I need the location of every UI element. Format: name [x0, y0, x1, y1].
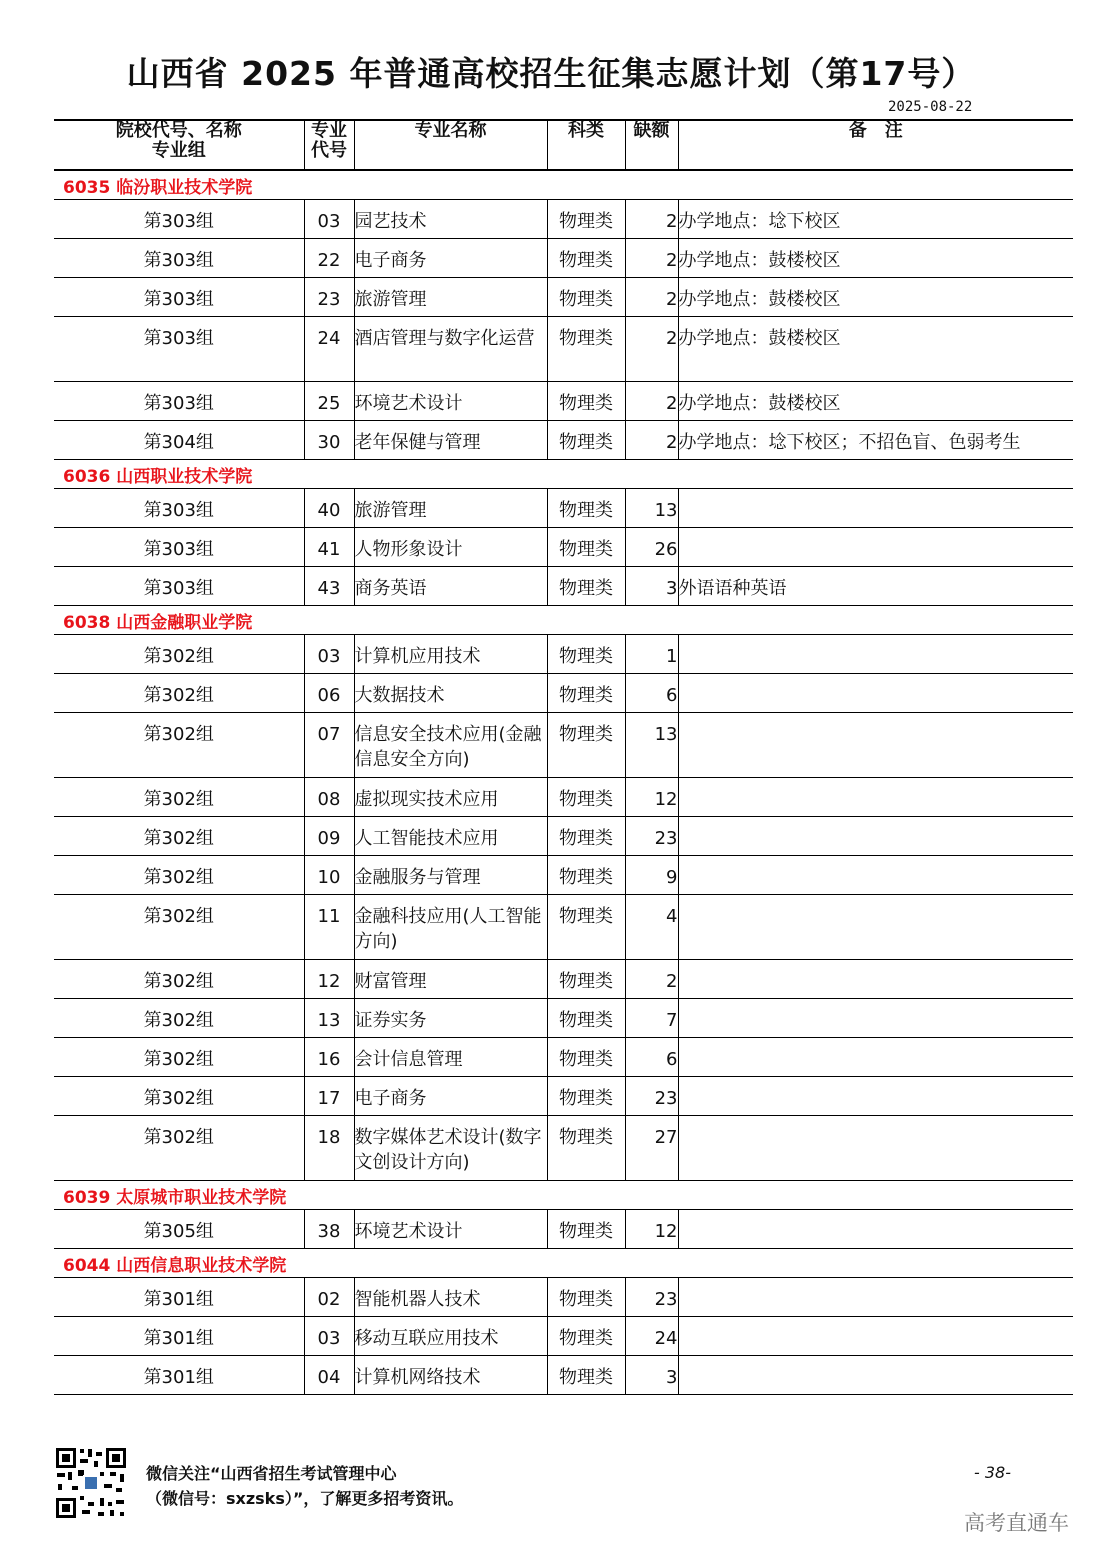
major-name-cell: 电子商务 [354, 239, 547, 278]
category-cell: 物理类 [547, 1077, 625, 1116]
school-header-row [54, 606, 1073, 635]
category-cell: 物理类 [547, 1116, 625, 1181]
code-cell: 41 [304, 528, 354, 567]
quota-cell: 23 [625, 817, 678, 856]
code-cell: 24 [304, 317, 354, 382]
note-cell: 办学地点：鼓楼校区 [678, 382, 1073, 421]
quota-cell: 12 [625, 1210, 678, 1249]
code-cell: 10 [304, 856, 354, 895]
code-cell: 38 [304, 1210, 354, 1249]
code-cell: 13 [304, 999, 354, 1038]
major-name-cell: 环境艺术设计 [354, 382, 547, 421]
quota-cell: 3 [625, 1356, 678, 1395]
group-cell: 第303组 [54, 278, 304, 317]
group-cell: 第302组 [54, 999, 304, 1038]
group-cell: 第302组 [54, 1116, 304, 1181]
category-cell: 物理类 [547, 489, 625, 528]
quota-cell: 2 [625, 421, 678, 460]
group-cell: 第302组 [54, 817, 304, 856]
major-name-cell: 大数据技术 [354, 674, 547, 713]
note-cell: 办学地点：埝下校区 [678, 200, 1073, 239]
publish-date: 2025-08-22 [888, 99, 973, 115]
category-cell: 物理类 [547, 1317, 625, 1356]
group-cell: 第303组 [54, 528, 304, 567]
major-name-cell: 旅游管理 [354, 278, 547, 317]
category-cell: 物理类 [547, 817, 625, 856]
table-row [54, 200, 1073, 239]
qr-code [54, 1446, 128, 1520]
major-name-cell: 虚拟现实技术应用 [354, 778, 547, 817]
code-cell: 02 [304, 1278, 354, 1317]
group-cell: 第303组 [54, 317, 304, 382]
table-row [54, 1038, 1073, 1077]
quota-cell: 13 [625, 713, 678, 778]
quota-cell: 7 [625, 999, 678, 1038]
group-cell: 第303组 [54, 489, 304, 528]
school-name: 6039 太原城市职业技术学院 [54, 1181, 1073, 1210]
code-cell: 22 [304, 239, 354, 278]
table-row [54, 567, 1073, 606]
group-cell: 第302组 [54, 674, 304, 713]
major-name-cell: 人物形象设计 [354, 528, 547, 567]
category-cell: 物理类 [547, 567, 625, 606]
quota-cell: 1 [625, 635, 678, 674]
table-row [54, 713, 1073, 778]
major-name-cell: 财富管理 [354, 960, 547, 999]
category-cell: 物理类 [547, 778, 625, 817]
major-name-cell: 信息安全技术应用(金融信息安全方向) [354, 713, 547, 778]
major-name-cell: 电子商务 [354, 1077, 547, 1116]
footer-line-1: 微信关注“山西省招生考试管理中心 [146, 1464, 397, 1483]
note-cell [678, 1210, 1073, 1249]
group-cell: 第304组 [54, 421, 304, 460]
group-cell: 第302组 [54, 895, 304, 960]
code-cell: 03 [304, 635, 354, 674]
school-name: 6035 临汾职业技术学院 [54, 170, 1073, 200]
table-row [54, 239, 1073, 278]
group-cell: 第303组 [54, 239, 304, 278]
table-row [54, 421, 1073, 460]
note-cell [678, 1317, 1073, 1356]
code-cell: 03 [304, 1317, 354, 1356]
school-name: 6038 山西金融职业学院 [54, 606, 1073, 635]
header-name: 专业名称 [354, 120, 547, 170]
major-name-cell: 人工智能技术应用 [354, 817, 547, 856]
quota-cell: 3 [625, 567, 678, 606]
table-row [54, 817, 1073, 856]
group-cell: 第302组 [54, 1077, 304, 1116]
note-cell [678, 1038, 1073, 1077]
note-cell: 办学地点：埝下校区；不招色盲、色弱考生 [678, 421, 1073, 460]
category-cell: 物理类 [547, 421, 625, 460]
table-row [54, 317, 1073, 382]
note-cell [678, 635, 1073, 674]
code-cell: 16 [304, 1038, 354, 1077]
code-cell: 12 [304, 960, 354, 999]
header-code: 专业 代号 [304, 120, 354, 170]
group-cell: 第302组 [54, 713, 304, 778]
quota-cell: 2 [625, 200, 678, 239]
major-name-cell: 证券实务 [354, 999, 547, 1038]
plan-table [54, 119, 1073, 1395]
category-cell: 物理类 [547, 239, 625, 278]
code-cell: 17 [304, 1077, 354, 1116]
major-name-cell: 园艺技术 [354, 200, 547, 239]
group-cell: 第302组 [54, 856, 304, 895]
category-cell: 物理类 [547, 635, 625, 674]
major-name-cell: 商务英语 [354, 567, 547, 606]
note-cell [678, 528, 1073, 567]
note-cell [678, 674, 1073, 713]
quota-cell: 4 [625, 895, 678, 960]
table-row [54, 1356, 1073, 1395]
table-row [54, 635, 1073, 674]
footer-line-2: （微信号：sxzsks）”，了解更多招考资讯。 [146, 1489, 464, 1508]
major-name-cell: 计算机网络技术 [354, 1356, 547, 1395]
quota-cell: 23 [625, 1077, 678, 1116]
group-cell: 第302组 [54, 960, 304, 999]
major-name-cell: 旅游管理 [354, 489, 547, 528]
header-category: 科类 [547, 120, 625, 170]
plan-table-body [54, 170, 1073, 1395]
table-row [54, 999, 1073, 1038]
note-cell [678, 895, 1073, 960]
quota-cell: 2 [625, 382, 678, 421]
category-cell: 物理类 [547, 317, 625, 382]
quota-cell: 2 [625, 960, 678, 999]
header-note: 备 注 [678, 120, 1073, 170]
table-row [54, 960, 1073, 999]
quota-cell: 24 [625, 1317, 678, 1356]
note-cell: 办学地点：鼓楼校区 [678, 317, 1073, 382]
category-cell: 物理类 [547, 713, 625, 778]
code-cell: 18 [304, 1116, 354, 1181]
code-cell: 06 [304, 674, 354, 713]
note-cell [678, 817, 1073, 856]
school-header-row [54, 170, 1073, 200]
table-row [54, 674, 1073, 713]
note-cell [678, 1278, 1073, 1317]
major-name-cell: 智能机器人技术 [354, 1278, 547, 1317]
code-cell: 30 [304, 421, 354, 460]
note-cell [678, 1356, 1073, 1395]
code-cell: 03 [304, 200, 354, 239]
quota-cell: 26 [625, 528, 678, 567]
category-cell: 物理类 [547, 856, 625, 895]
table-row [54, 382, 1073, 421]
table-row [54, 489, 1073, 528]
code-cell: 25 [304, 382, 354, 421]
note-cell: 办学地点：鼓楼校区 [678, 239, 1073, 278]
note-cell [678, 713, 1073, 778]
qr-code-icon [54, 1446, 128, 1520]
school-header-row [54, 460, 1073, 489]
group-cell: 第303组 [54, 200, 304, 239]
group-cell: 第303组 [54, 567, 304, 606]
category-cell: 物理类 [547, 999, 625, 1038]
table-row [54, 895, 1073, 960]
code-cell: 09 [304, 817, 354, 856]
note-cell [678, 999, 1073, 1038]
quota-cell: 13 [625, 489, 678, 528]
major-name-cell: 数字媒体艺术设计(数字文创设计方向) [354, 1116, 547, 1181]
code-cell: 08 [304, 778, 354, 817]
category-cell: 物理类 [547, 674, 625, 713]
page-number: - 38- [974, 1463, 1011, 1482]
group-cell: 第305组 [54, 1210, 304, 1249]
major-name-cell: 会计信息管理 [354, 1038, 547, 1077]
major-name-cell: 移动互联应用技术 [354, 1317, 547, 1356]
table-row [54, 528, 1073, 567]
school-header-row [54, 1249, 1073, 1278]
note-cell [678, 856, 1073, 895]
category-cell: 物理类 [547, 278, 625, 317]
code-cell: 43 [304, 567, 354, 606]
quota-cell: 12 [625, 778, 678, 817]
category-cell: 物理类 [547, 960, 625, 999]
table-row [54, 278, 1073, 317]
note-cell [678, 1116, 1073, 1181]
table-row [54, 1317, 1073, 1356]
header-school: 院校代号、名称 专业组 [54, 120, 304, 170]
header-quota: 缺额 [625, 120, 678, 170]
page-title: 山西省 2025 年普通高校招生征集志愿计划（第17号） [126, 54, 976, 93]
quota-cell: 6 [625, 674, 678, 713]
quota-cell: 6 [625, 1038, 678, 1077]
code-cell: 23 [304, 278, 354, 317]
category-cell: 物理类 [547, 200, 625, 239]
major-name-cell: 金融科技应用(人工智能方向) [354, 895, 547, 960]
category-cell: 物理类 [547, 1038, 625, 1077]
group-cell: 第302组 [54, 635, 304, 674]
major-name-cell: 环境艺术设计 [354, 1210, 547, 1249]
category-cell: 物理类 [547, 1210, 625, 1249]
category-cell: 物理类 [547, 1356, 625, 1395]
school-header-row [54, 1181, 1073, 1210]
category-cell: 物理类 [547, 382, 625, 421]
note-cell: 外语语种英语 [678, 567, 1073, 606]
table-row [54, 856, 1073, 895]
category-cell: 物理类 [547, 528, 625, 567]
category-cell: 物理类 [547, 1278, 625, 1317]
group-cell: 第302组 [54, 778, 304, 817]
watermark: 高考直通车 [964, 1511, 1069, 1535]
quota-cell: 2 [625, 239, 678, 278]
group-cell: 第302组 [54, 1038, 304, 1077]
quota-cell: 9 [625, 856, 678, 895]
group-cell: 第301组 [54, 1278, 304, 1317]
table-row [54, 1278, 1073, 1317]
table-row [54, 1116, 1073, 1181]
footer-notice [146, 1461, 463, 1511]
quota-cell: 23 [625, 1278, 678, 1317]
major-name-cell: 计算机应用技术 [354, 635, 547, 674]
category-cell: 物理类 [547, 895, 625, 960]
group-cell: 第301组 [54, 1317, 304, 1356]
note-cell [678, 960, 1073, 999]
code-cell: 07 [304, 713, 354, 778]
code-cell: 40 [304, 489, 354, 528]
major-name-cell: 酒店管理与数字化运营 [354, 317, 547, 382]
code-cell: 11 [304, 895, 354, 960]
note-cell [678, 778, 1073, 817]
table-row [54, 778, 1073, 817]
major-name-cell: 金融服务与管理 [354, 856, 547, 895]
quota-cell: 2 [625, 278, 678, 317]
table-row [54, 1077, 1073, 1116]
code-cell: 04 [304, 1356, 354, 1395]
quota-cell: 2 [625, 317, 678, 382]
note-cell [678, 1077, 1073, 1116]
school-name: 6036 山西职业技术学院 [54, 460, 1073, 489]
table-row [54, 1210, 1073, 1249]
major-name-cell: 老年保健与管理 [354, 421, 547, 460]
note-cell [678, 489, 1073, 528]
group-cell: 第303组 [54, 382, 304, 421]
school-name: 6044 山西信息职业技术学院 [54, 1249, 1073, 1278]
note-cell: 办学地点：鼓楼校区 [678, 278, 1073, 317]
quota-cell: 27 [625, 1116, 678, 1181]
table-header-row [54, 120, 1073, 170]
group-cell: 第301组 [54, 1356, 304, 1395]
